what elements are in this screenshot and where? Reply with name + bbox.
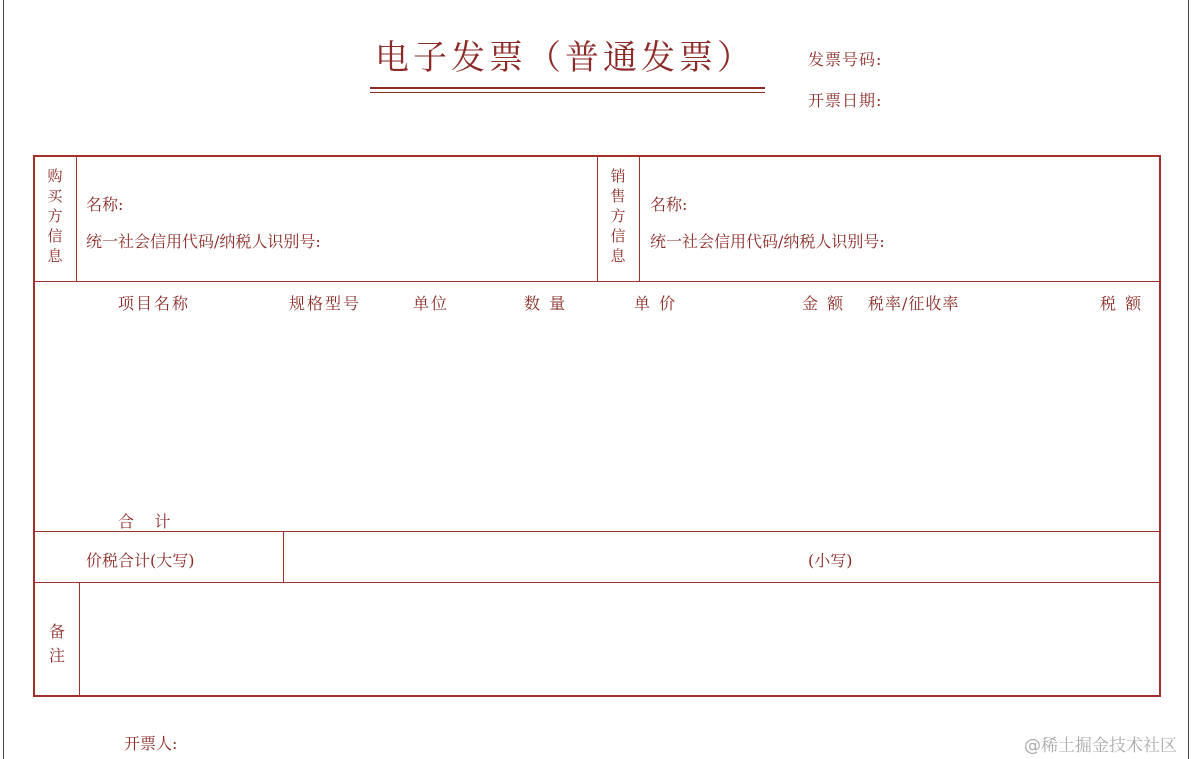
seller-label-divider	[639, 155, 640, 282]
total-label: 合 计	[118, 512, 171, 531]
grand-total-figures-label: (小写)	[808, 551, 853, 570]
page-edge-right	[1188, 0, 1189, 759]
table-border-bottom	[33, 695, 1161, 697]
watermark-text: @稀土掘金技术社区	[1024, 736, 1177, 756]
seller-section-label: 销 售 方 信 息	[610, 167, 626, 265]
column-tax-amount: 税 额	[1100, 294, 1144, 313]
column-amount: 金 额	[802, 294, 846, 313]
column-tax-rate: 税率/征收率	[868, 294, 960, 313]
remarks-label: 备 注	[48, 622, 65, 665]
buyer-tax-id-label: 统一社会信用代码/纳税人识别号:	[86, 232, 321, 251]
grand-total-divider	[283, 531, 284, 583]
table-border-left	[33, 155, 35, 697]
remarks-divider	[33, 582, 1161, 583]
invoice-title: 电子发票（普通发票）	[375, 38, 755, 78]
buyer-name-label: 名称:	[86, 195, 124, 214]
column-item-name: 项目名称	[118, 294, 191, 313]
grand-total-words-label: 价税合计(大写)	[86, 551, 195, 570]
buyer-seller-divider	[597, 155, 598, 282]
title-underline-second	[370, 92, 765, 93]
buyer-label-divider	[76, 155, 77, 282]
seller-tax-id-label: 统一社会信用代码/纳税人识别号:	[650, 232, 885, 251]
remarks-label-divider	[79, 582, 80, 696]
issuer-label: 开票人:	[124, 734, 178, 753]
invoice-number-label: 发票号码:	[808, 50, 883, 69]
title-underline	[370, 87, 765, 89]
table-border-right	[1159, 155, 1161, 697]
seller-name-label: 名称:	[650, 195, 688, 214]
column-unit-price: 单 价	[634, 294, 678, 313]
page-edge-left	[3, 0, 4, 759]
column-quantity: 数 量	[524, 294, 568, 313]
column-spec: 规格型号	[289, 294, 362, 313]
buyer-section-label: 购 买 方 信 息	[47, 167, 63, 265]
items-divider	[33, 531, 1161, 532]
issue-date-label: 开票日期:	[808, 91, 883, 110]
column-unit: 单位	[413, 294, 450, 313]
